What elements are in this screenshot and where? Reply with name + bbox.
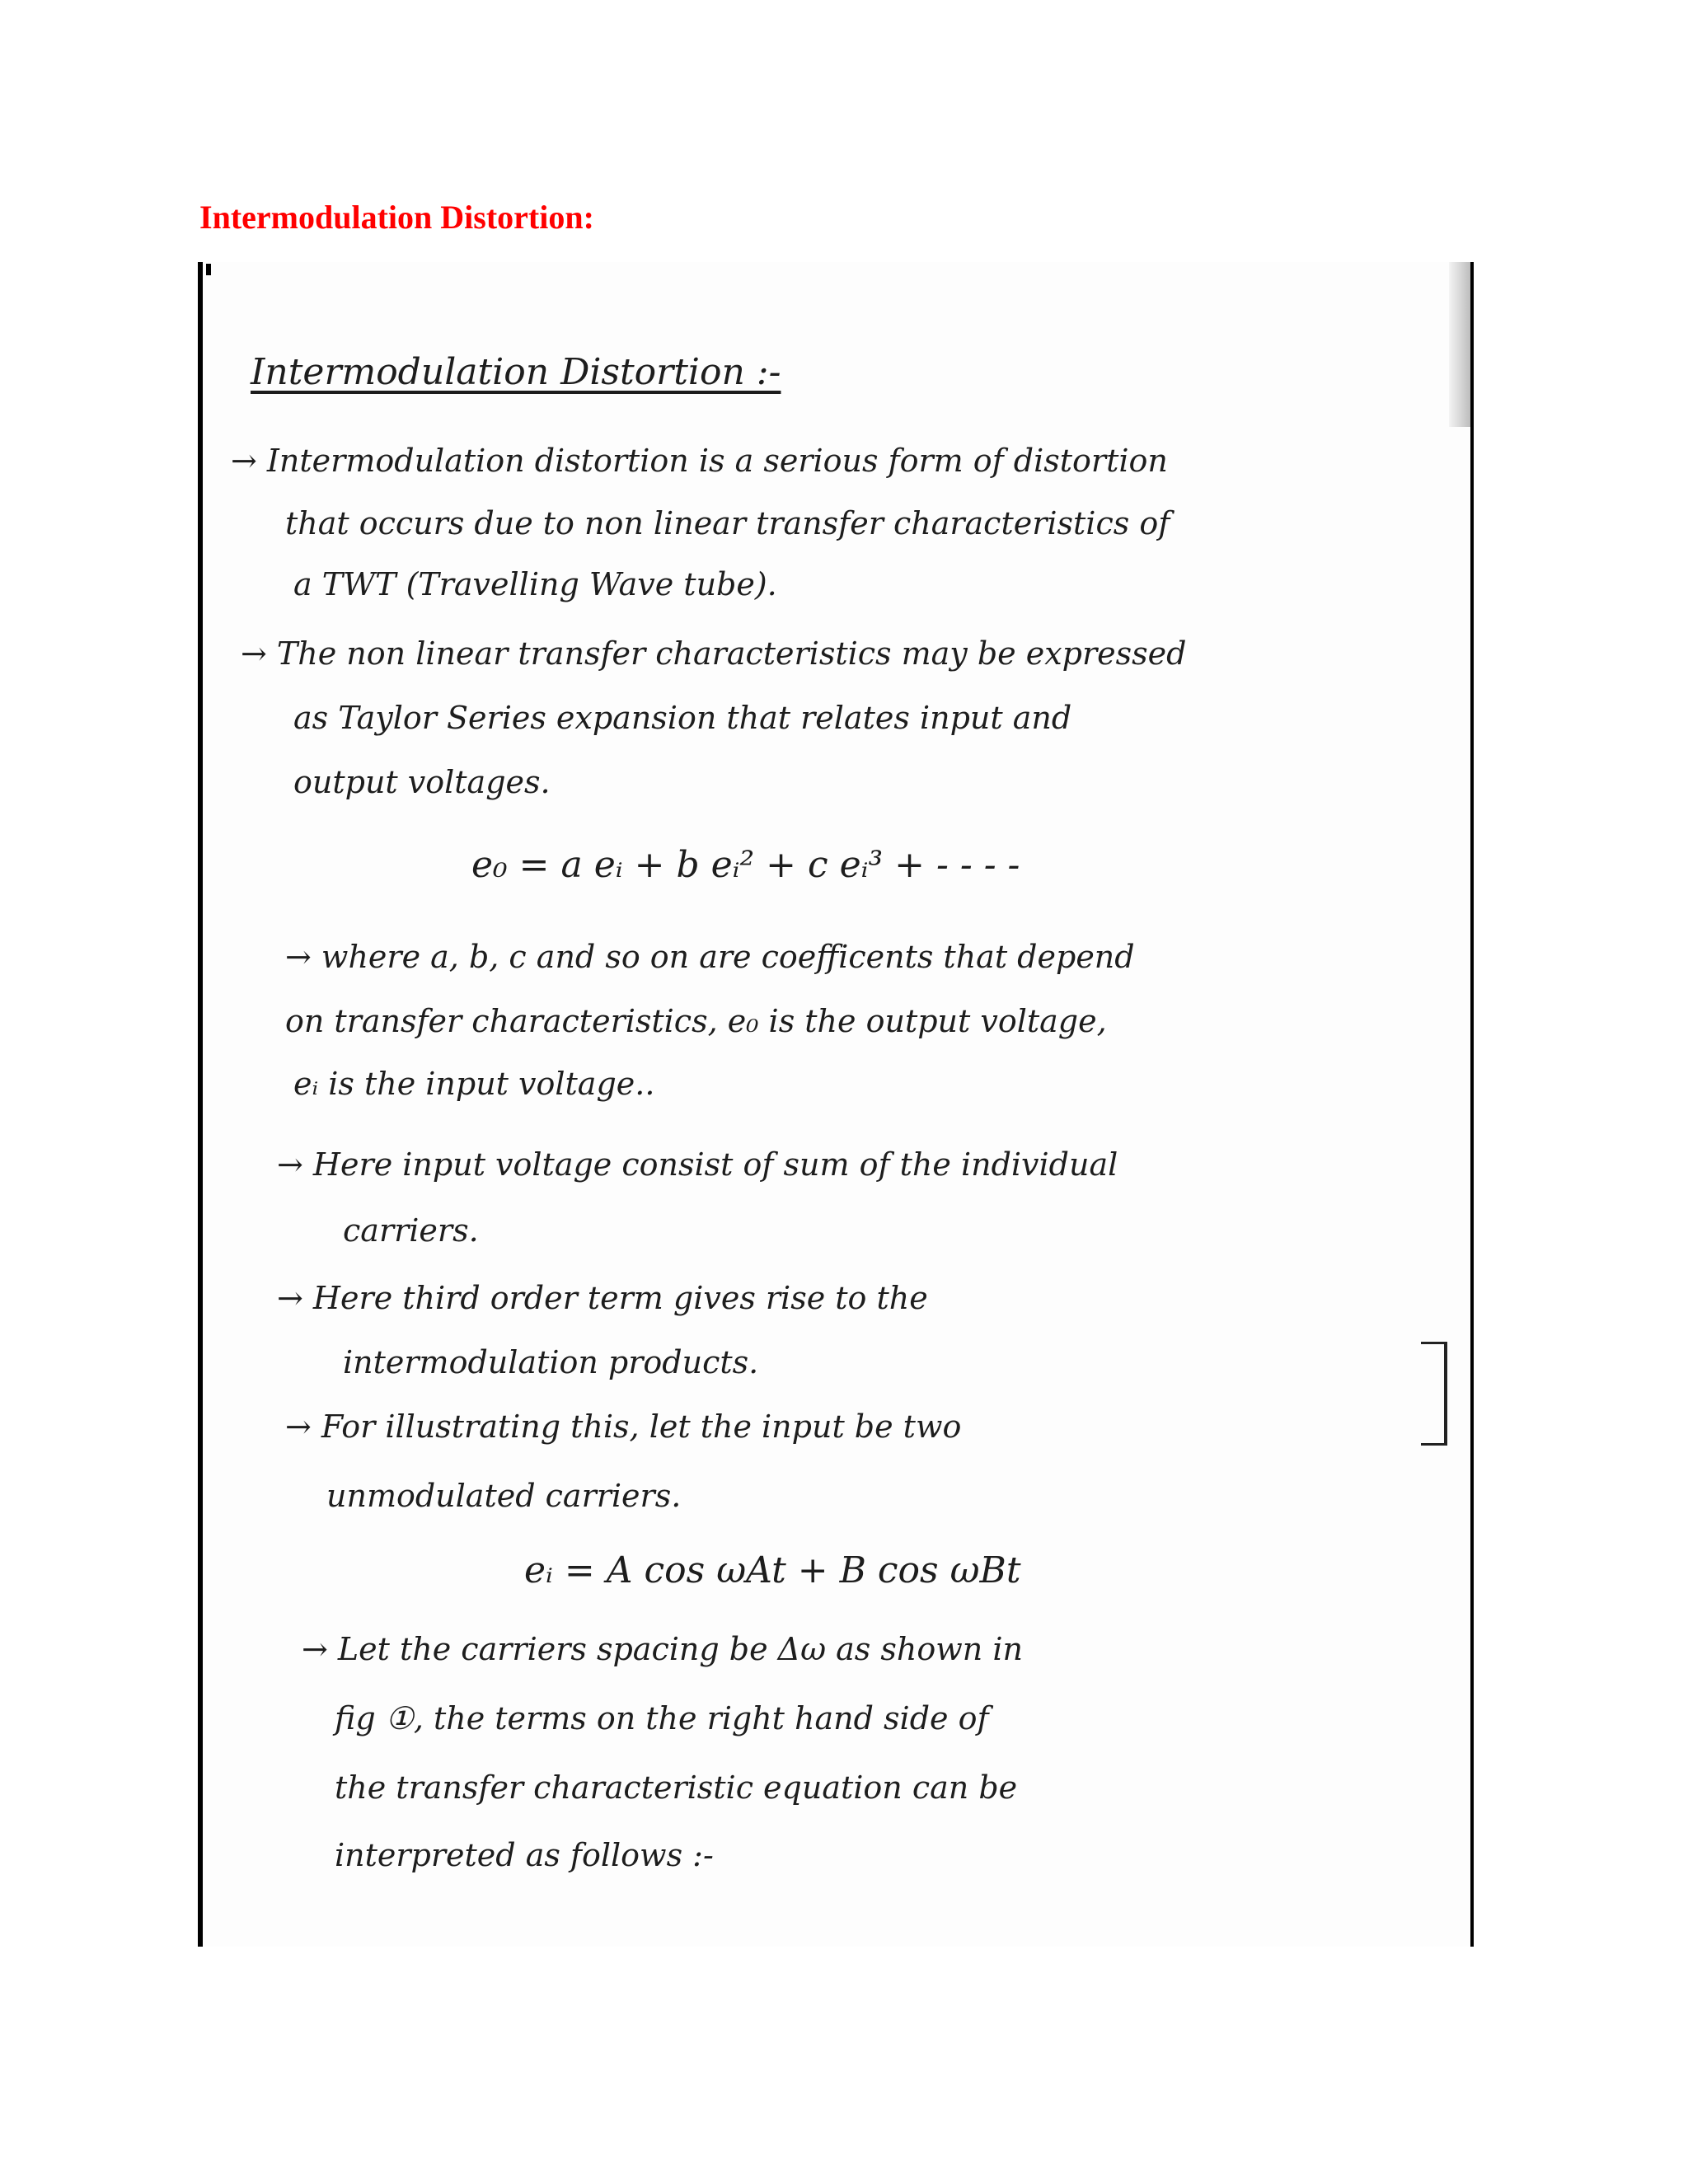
note-line: that occurs due to non linear transfer characteristics of — [285, 505, 1170, 541]
note-line: → The non linear transfer characteristics may be expressed — [241, 635, 1187, 672]
margin-bracket-mark — [1421, 1342, 1447, 1446]
note-line: eᵢ is the input voltage.. — [293, 1066, 655, 1102]
note-line: the transfer characteristic equation can be — [335, 1769, 1018, 1806]
scan-edge-shadow — [1449, 262, 1470, 427]
carrier-input-equation: eᵢ = A cos ωAt + B cos ωBt — [524, 1549, 1021, 1591]
note-line: → Here third order term gives rise to the — [277, 1280, 928, 1316]
note-line: unmodulated carriers. — [326, 1478, 682, 1514]
note-line: → Let the carriers spacing be Δω as shown in — [302, 1631, 1023, 1667]
note-line: → Here input voltage consist of sum of the individual — [277, 1146, 1118, 1183]
note-line: → For illustrating this, let the input be two — [285, 1408, 962, 1445]
scan-edge-mark — [206, 264, 211, 275]
note-line: as Taylor Series expansion that relates input and — [293, 700, 1072, 736]
note-line: carriers. — [343, 1212, 479, 1249]
taylor-series-equation: e₀ = a eᵢ + b eᵢ² + c eᵢ³ + - - - - — [471, 844, 1020, 886]
note-line: interpreted as follows :- — [335, 1837, 714, 1873]
note-line: → where a, b, c and so on are coefficents that depend — [285, 939, 1135, 975]
note-line: intermodulation products. — [343, 1344, 759, 1380]
note-line: on transfer characteristics, e₀ is the output voltage, — [285, 1003, 1107, 1039]
notes-title: Intermodulation Distortion :- — [251, 351, 781, 393]
note-line: output voltages. — [293, 764, 551, 800]
note-line: fig ①, the terms on the right hand side of — [335, 1700, 989, 1736]
note-line: a TWT (Travelling Wave tube). — [293, 566, 777, 602]
page-heading: Intermodulation Distortion: — [199, 199, 594, 236]
note-line: → Intermodulation distortion is a serious form of distortion — [231, 443, 1168, 479]
scanned-notes-image — [198, 262, 1474, 1947]
